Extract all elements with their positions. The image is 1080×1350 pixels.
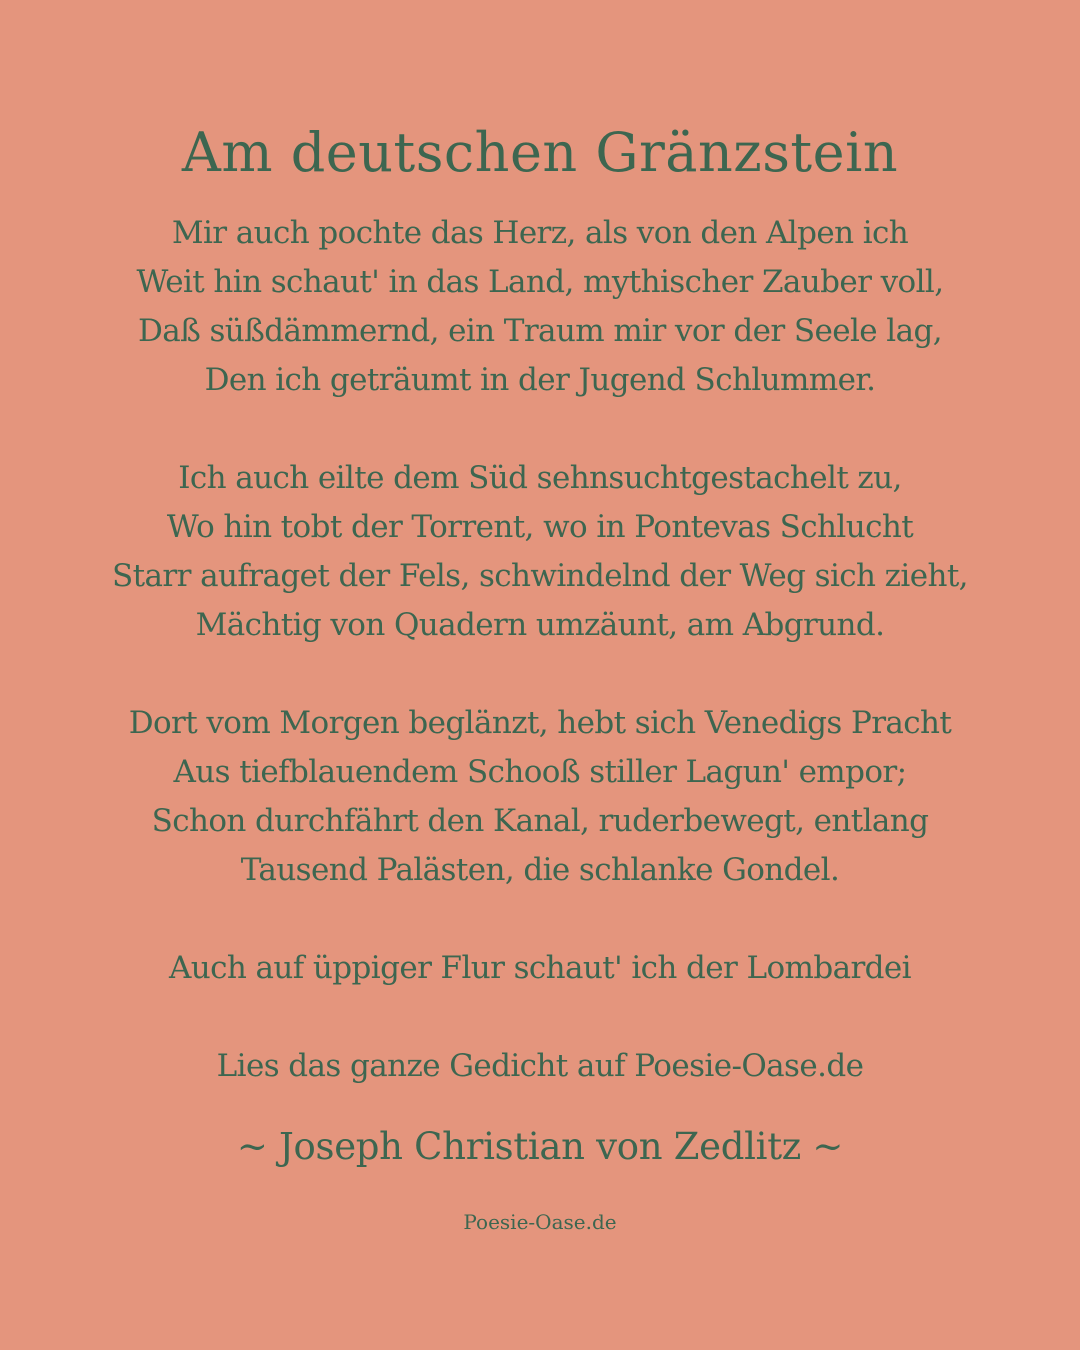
poem-line: Daß süßdämmernd, ein Traum mir vor der Seele lag,: [138, 313, 942, 349]
poem-line: Weit hin schaut' in das Land, mythischer Zauber voll,: [136, 264, 944, 300]
poem-line: Ich auch eilte dem Süd sehnsuchtgestachelt zu,: [178, 460, 902, 496]
poem-line: Mir auch pochte das Herz, als von den Alpen ich: [171, 215, 909, 251]
author-name: ~ Joseph Christian von Zedlitz ~: [236, 1125, 844, 1168]
poem-line: Aus tiefblauendem Schooß stiller Lagun' empor;: [173, 754, 907, 790]
site-watermark: Poesie-Oase.de: [463, 1210, 617, 1234]
poem-line: Starr aufraget der Fels, schwindelnd der Weg sich zieht,: [112, 558, 968, 594]
poem-line: Mächtig von Quadern umzäunt, am Abgrund.: [195, 607, 885, 643]
stanza-3: [0, 699, 1080, 895]
poem-line: Dort vom Morgen beglänzt, hebt sich Venedigs Pracht: [128, 705, 952, 741]
poem-line: Auch auf üppiger Flur schaut' ich der Lombardei: [169, 950, 911, 986]
stanza-2: [0, 454, 1080, 650]
poem-line: Schon durchfährt den Kanal, ruderbewegt, entlang: [151, 803, 929, 839]
poem-line: Tausend Palästen, die schlanke Gondel.: [240, 852, 840, 888]
stanza-4: [0, 944, 1080, 993]
poem-title: Am deutschen Gränzstein: [181, 121, 899, 184]
stanza-1: [0, 209, 1080, 405]
poem-line: Wo hin tobt der Torrent, wo in Pontevas Schlucht: [166, 509, 914, 545]
read-more-text: Lies das ganze Gedicht auf Poesie-Oase.de: [216, 1048, 864, 1084]
poem-line: Den ich geträumt in der Jugend Schlummer.: [204, 362, 876, 398]
